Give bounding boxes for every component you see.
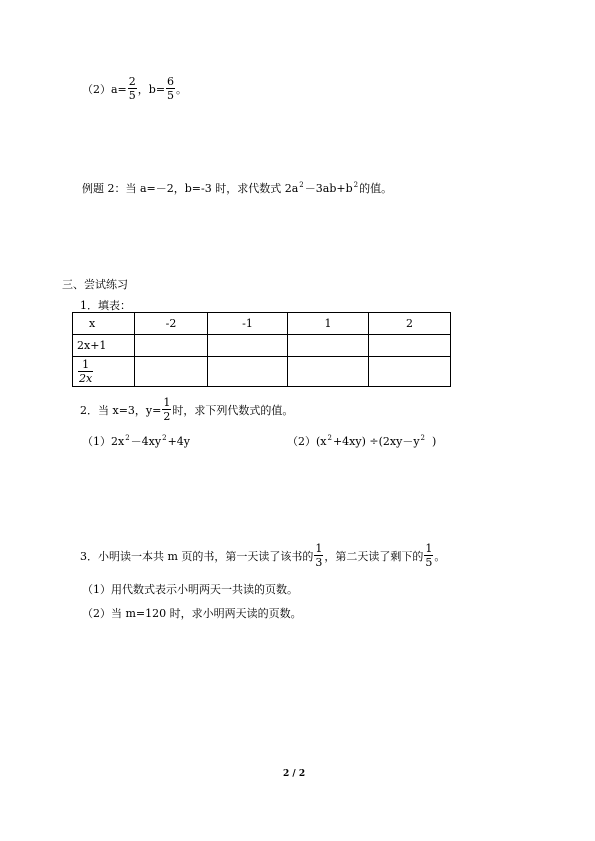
question3-part1: （1）用代数式表示小明两天一共读的页数。 (82, 583, 298, 596)
table-cell (135, 335, 208, 357)
table-cell (288, 357, 369, 387)
fraction-y: $\frac{1}{2}$ (163, 396, 171, 423)
table-header-cell: -1 (208, 313, 288, 335)
question2-part2: $(2)(x^2+4xy) \div(2xy-y^2$ ) (287, 434, 437, 448)
fraction-a: $\frac{2}{5}$ (128, 75, 136, 102)
table-row (73, 357, 451, 387)
page-number: 2 / 2 (283, 769, 306, 779)
table-header-cell: 1 (288, 313, 369, 335)
table-cell (208, 335, 288, 357)
table-header-cell: 2 (369, 313, 451, 335)
fill-table (72, 312, 451, 387)
table-cell (208, 357, 288, 387)
table-row-label (73, 357, 135, 387)
table-cell (288, 335, 369, 357)
question2-line: 2．当 x=3，y= $\frac{1}{2}$ 时，求下列代数式的值。 (80, 396, 294, 423)
question3-line: 3．小明读一本共 m 页的书，第一天读了该书的 $\frac{1}{3}$ ，第二天读了剩下的 $\frac{1}{5}$ 。 (80, 542, 446, 569)
section-title: 三、尝试练习 (62, 278, 128, 291)
fraction-b: $\frac{6}{5}$ (167, 75, 175, 102)
table-cell (135, 357, 208, 387)
table-row (73, 335, 451, 357)
part2-separator: ，b= (137, 82, 166, 96)
table-header-cell: -2 (135, 313, 208, 335)
part2-end: 。 (176, 82, 188, 96)
question3-part2: （2）当 m=120 时，求小明两天读的页数。 (82, 607, 302, 620)
fraction-1-over-2x: $\frac{1}{2x}$ (79, 358, 93, 385)
fraction-one-fifth: $\frac{1}{5}$ (425, 542, 433, 569)
question2-part1: $(1)2x^2-4xy^2+4y$ (82, 434, 190, 448)
example2-line: 例题 2：当 a=－2，b=-3 时，求代数式 $2a^2-3ab+b^2$的值。 (82, 181, 393, 195)
table-header-row (73, 313, 451, 335)
part2-line (82, 76, 187, 101)
table-row-label: 2x+1 (73, 335, 135, 357)
table-cell (369, 357, 451, 387)
part2-label: （2）a= (82, 82, 127, 96)
table-header-cell: x (73, 313, 135, 335)
question1-title: 1．填表： (80, 299, 131, 312)
fraction-one-third: $\frac{1}{3}$ (315, 542, 323, 569)
table-cell (369, 335, 451, 357)
